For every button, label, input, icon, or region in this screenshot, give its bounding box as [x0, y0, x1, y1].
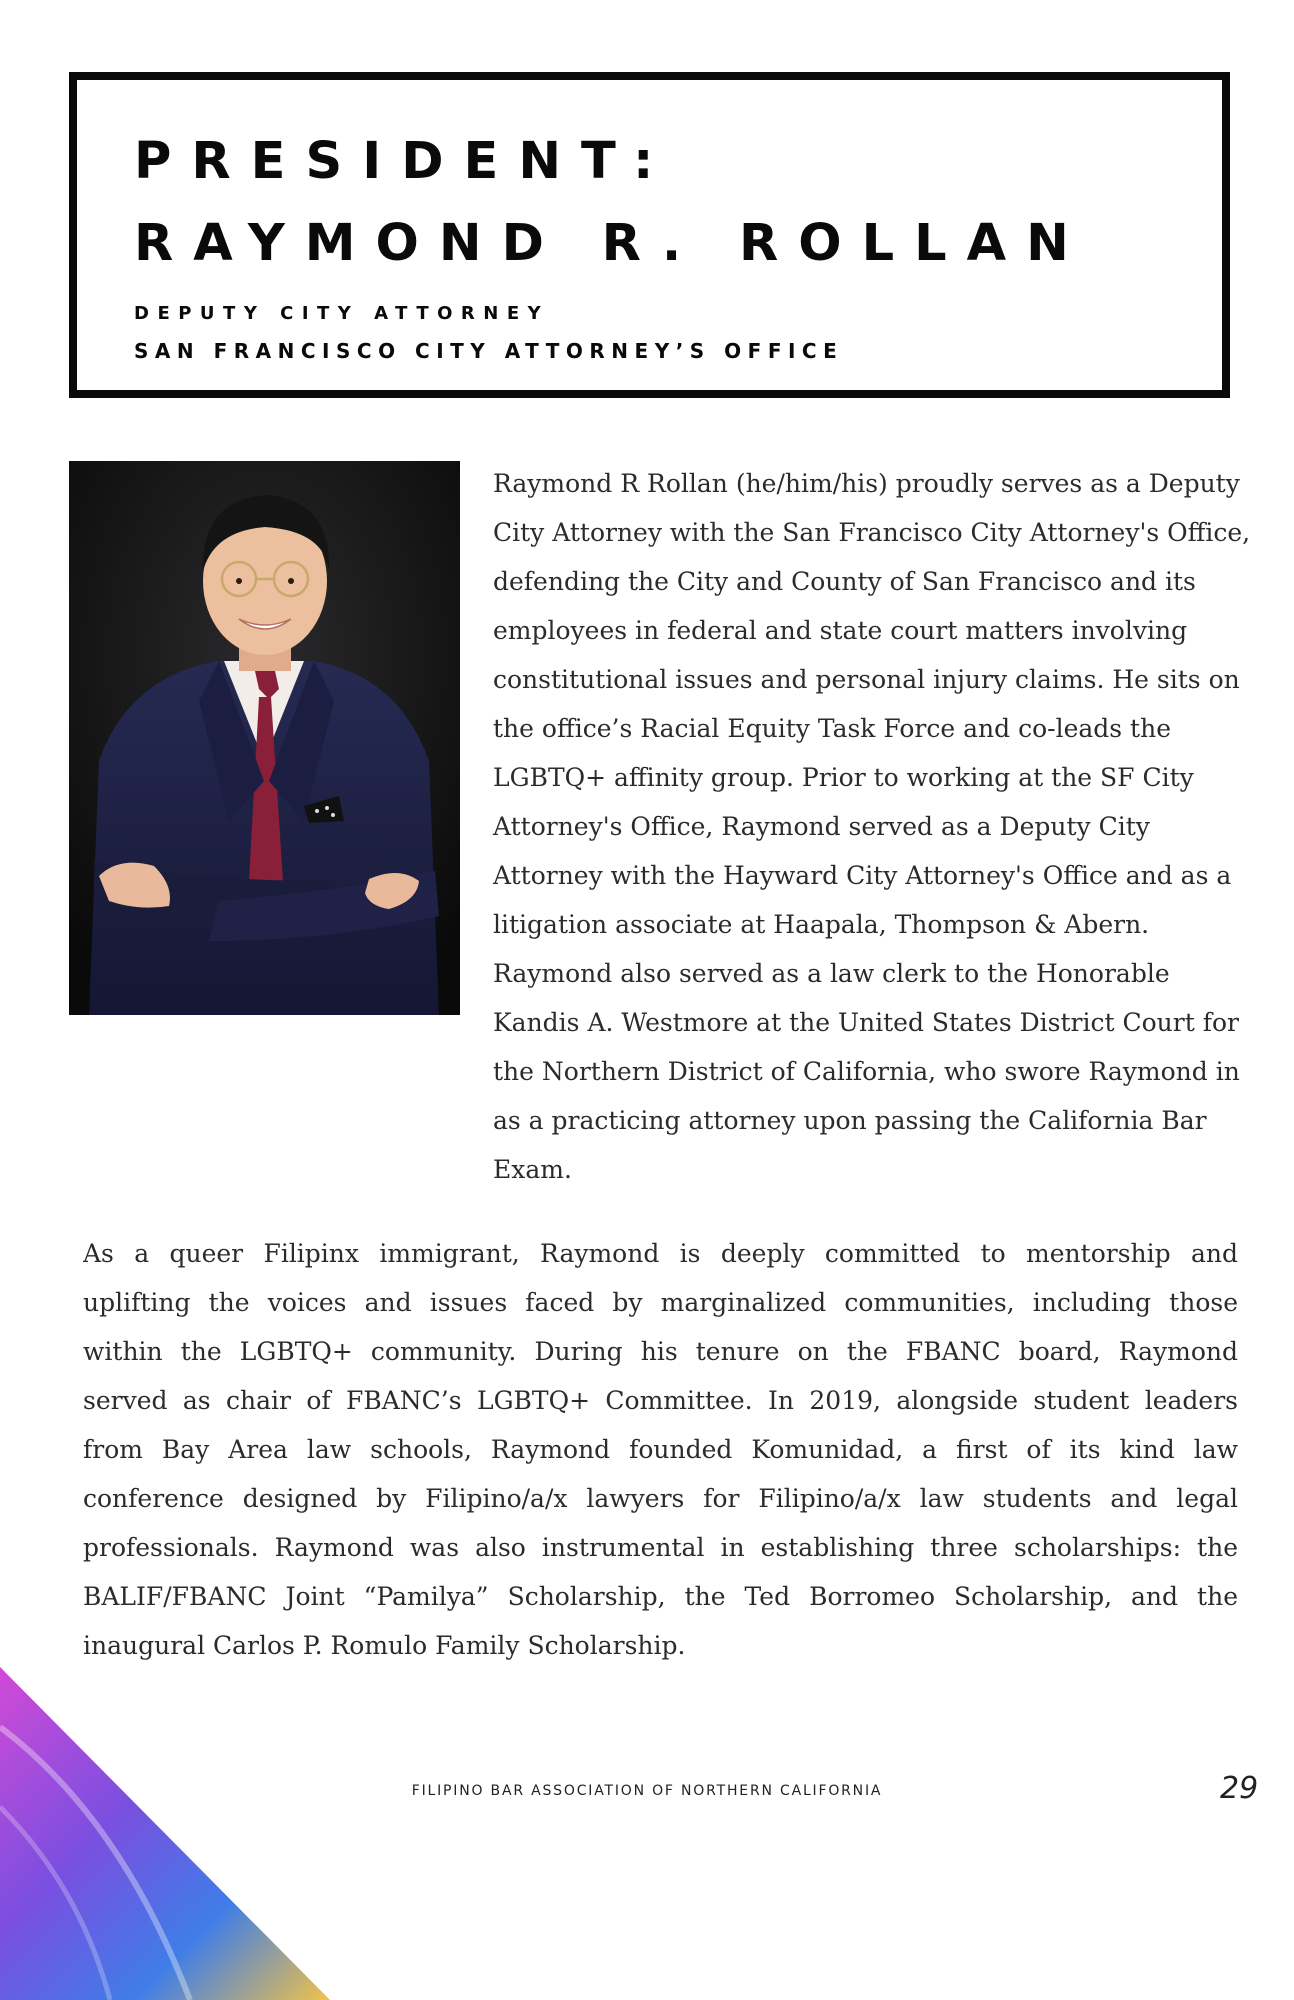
bio-line: Exam. [493, 1155, 572, 1184]
bio-line: Raymond R Rollan (he/him/his) proudly serves as a Deputy [493, 469, 1240, 498]
portrait-photo [69, 461, 460, 1015]
title-box [69, 72, 1230, 398]
bio-line: Attorney's Office, Raymond served as a Deputy City [493, 812, 1150, 841]
corner-gradient-decoration [0, 1667, 330, 2000]
paragraph-line: professionals. Raymond was also instrumental in establishing three scholarships: the [83, 1533, 1238, 1562]
paragraph-line: As a queer Filipinx immigrant, Raymond is deeply committed to mentorship and [83, 1239, 1238, 1268]
paragraph-line: served as chair of FBANC’s LGBTQ+ Committee. In 2019, alongside student leaders [83, 1386, 1238, 1415]
bio-line: defending the City and County of San Francisco and its [493, 567, 1196, 596]
paragraph-line: within the LGBTQ+ community. During his tenure on the FBANC board, Raymond [83, 1337, 1238, 1366]
paragraph-line: BALIF/FBANC Joint “Pamilya” Scholarship, the Ted Borromeo Scholarship, and the [83, 1582, 1238, 1611]
bio-line: City Attorney with the San Francisco City Attorney's Office, [493, 518, 1251, 547]
community-paragraph [83, 1229, 1238, 1670]
bio-line: Raymond also served as a law clerk to the Honorable [493, 959, 1170, 988]
subtitle-office: SAN FRANCISCO CITY ATTORNEY’S OFFICE [134, 339, 844, 363]
bio-paragraph [493, 459, 1283, 1194]
page-number: 29 [1220, 1771, 1259, 1806]
title-name: RAYMOND R. ROLLAN [134, 214, 1089, 273]
bio-line: litigation associate at Haapala, Thompson & Abern. [493, 910, 1150, 939]
title-role: PRESIDENT: [134, 132, 674, 191]
bio-line: constitutional issues and personal injury claims. He sits on [493, 665, 1240, 694]
subtitle-position: DEPUTY CITY ATTORNEY [134, 303, 550, 324]
bio-line: Attorney with the Hayward City Attorney's Office and as a [493, 861, 1232, 890]
paragraph-line: conference designed by Filipino/a/x lawyers for Filipino/a/x law students and legal [83, 1484, 1238, 1513]
bio-line: the office’s Racial Equity Task Force and co-leads the [493, 714, 1171, 743]
paragraph-line: uplifting the voices and issues faced by marginalized communities, including those [83, 1288, 1238, 1317]
paragraph-line: from Bay Area law schools, Raymond founded Komunidad, a first of its kind law [83, 1435, 1238, 1464]
bio-line: as a practicing attorney upon passing the California Bar [493, 1106, 1207, 1135]
bio-line: employees in federal and state court matters involving [493, 616, 1188, 645]
bio-line: LGBTQ+ affinity group. Prior to working at the SF City [493, 763, 1194, 792]
bio-line: Kandis A. Westmore at the United States District Court for [493, 1008, 1239, 1037]
bio-line: the Northern District of California, who swore Raymond in [493, 1057, 1240, 1086]
footer-organization: FILIPINO BAR ASSOCIATION OF NORTHERN CALIFORNIA [411, 1783, 883, 1799]
paragraph-line: inaugural Carlos P. Romulo Family Scholarship. [83, 1631, 686, 1660]
